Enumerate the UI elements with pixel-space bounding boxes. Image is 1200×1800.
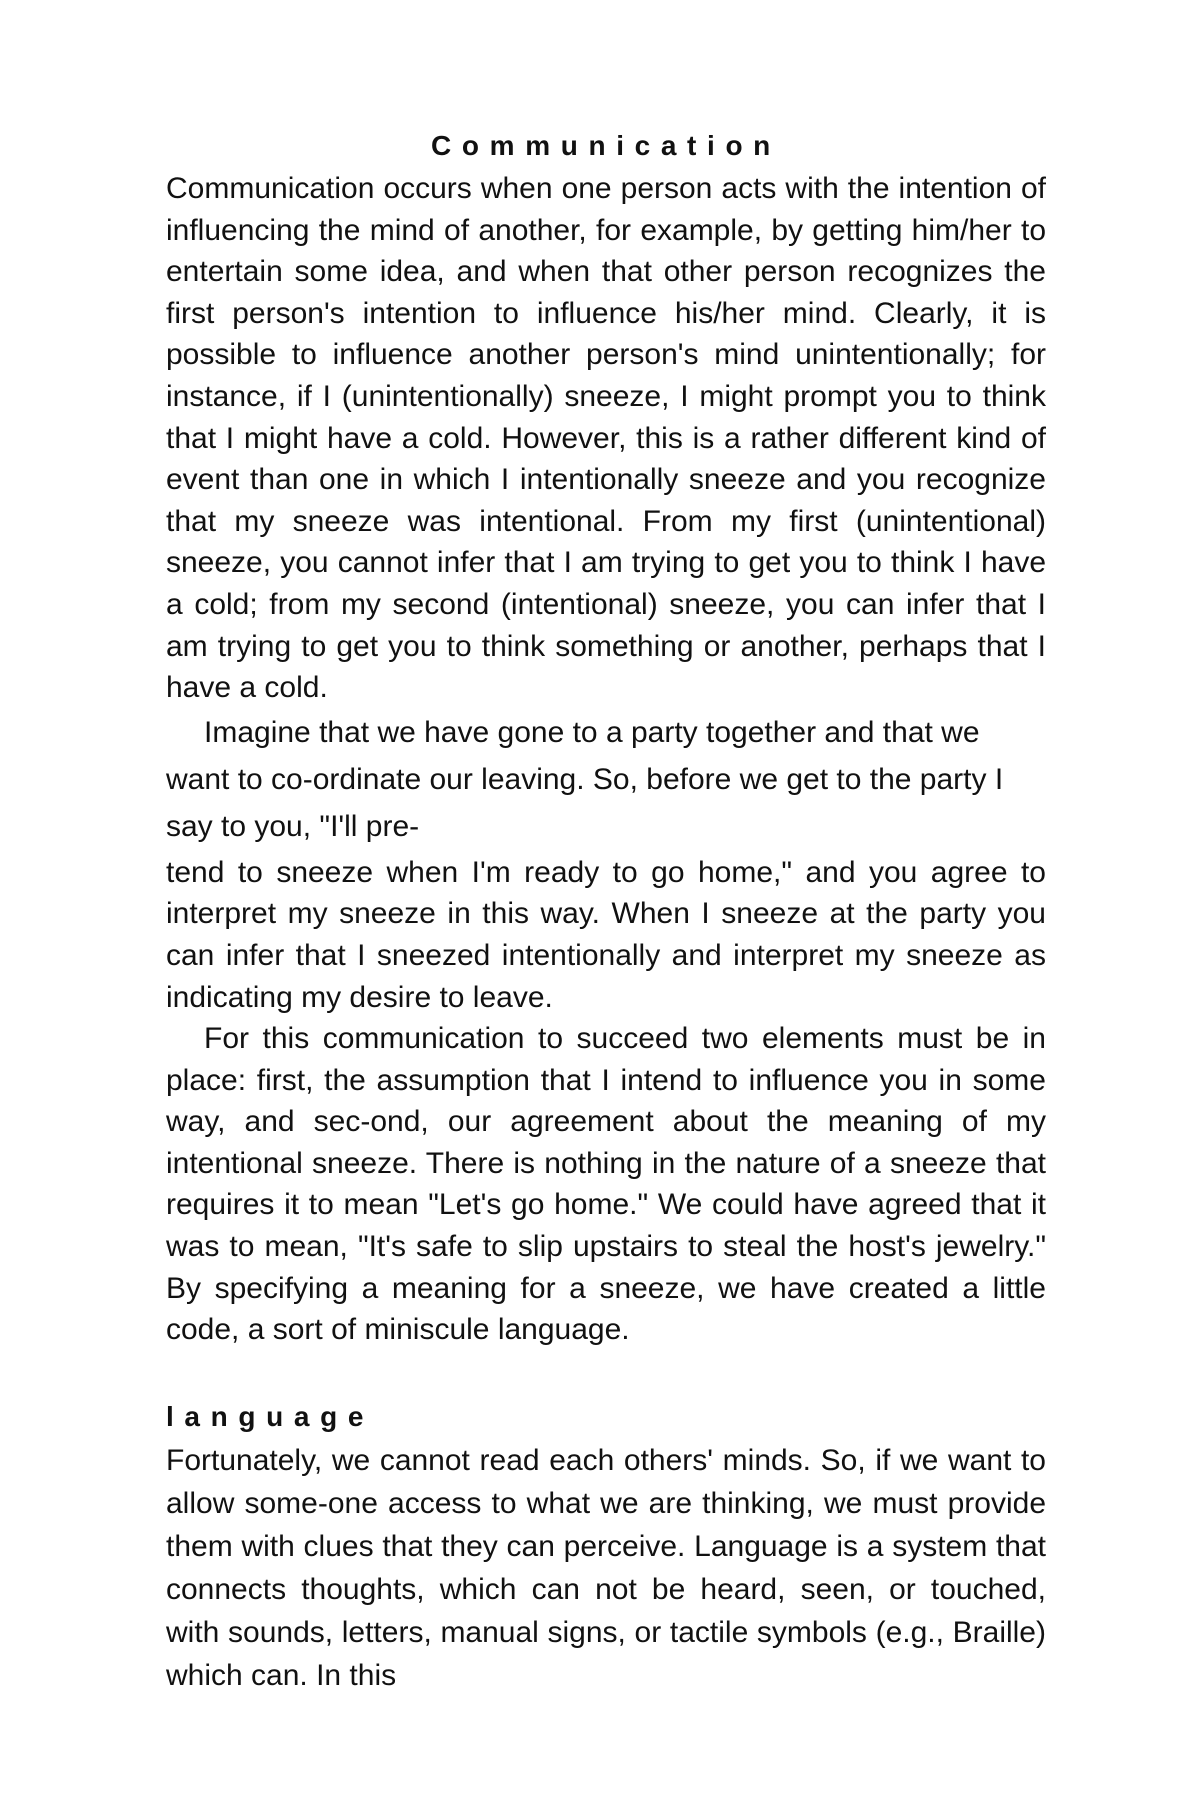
paragraph-3: tend to sneeze when I'm ready to go home," and you agree to interpret my sneeze in this way. When I sneeze at the party you can infer that I sneezed intentionally and interpret my sneeze as indicating my desire to leave. — [166, 855, 1046, 1014]
paragraph-4: For this communication to succeed two elements must be in place: first, the assumption that I intend to influence you in some way, and sec-ond, our agreement about the meaning of my intentional sneeze. There is nothing in the nature of a sneeze that requires it to mean "Let's go home." We could have agreed that it was to mean, "It's safe to slip upstairs to steal the host's jewelry." By specifying a meaning for a sneeze, we have created a little code, a sort of miniscule language. — [166, 1022, 1046, 1347]
paragraph-1: Communication occurs when one person acts with the intention of influencing the mind of another, for example, by getting him/her to entertain some idea, and when that other person recognizes the first person's intention to influence his/her mind. Clearly, it is possible to influence another person's mind unintentionally; for instance, if I (unintentionally) sneeze, I might prompt you to think that I might have a cold. However, this is a rather different kind of event than one in which I intentionally sneeze and you recognize that my sneeze was intentional. From my first (unintentional) sneeze, you cannot infer that I am trying to get you to think I have a cold; from my second (intentional) sneeze, you can infer that I am trying to get you to think something or another, perhaps that I have a cold. — [166, 172, 1046, 705]
text-column — [166, 128, 1046, 1697]
section-heading-communication: Communication — [431, 130, 781, 161]
paragraph-2: Imagine that we have gone to a party together and that we want to co-ordinate our leaving. So, before we get to the party I say to you, "I'll pre- — [166, 715, 1004, 843]
section-heading-language: language — [166, 1400, 375, 1432]
paragraph-5: Fortunately, we cannot read each others' minds. So, if we want to allow some-one access to what we are thinking, we must provide them with clues that they can perceive. Language is a system that connects thoughts, which can not be heard, seen, or touched, with sounds, letters, manual signs, or tactile symbols (e.g., Braille) which can. In this — [166, 1443, 1046, 1692]
